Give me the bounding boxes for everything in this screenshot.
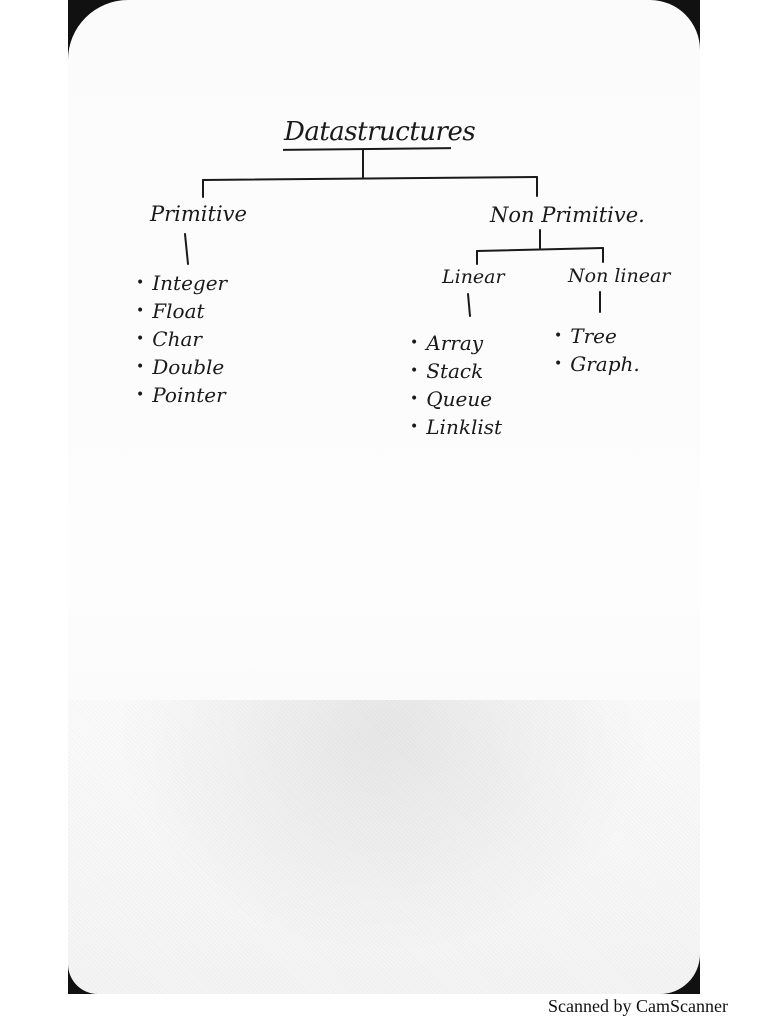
list-item-double: • Double — [136, 357, 227, 377]
paper-shadow — [68, 700, 700, 994]
list-item-tree: • Tree — [554, 326, 640, 346]
list-item-linklist: • Linklist — [410, 417, 502, 437]
non-linear-list — [554, 326, 640, 382]
list-item-integer: • Integer — [136, 273, 227, 293]
linear-label: Linear — [442, 266, 505, 288]
list-item-array: • Array — [410, 333, 502, 353]
linear-list — [410, 333, 502, 445]
non-primitive-label: Non Primitive. — [490, 203, 645, 227]
list-item-float: • Float — [136, 301, 227, 321]
primitive-list — [136, 273, 227, 413]
list-item-char: • Char — [136, 329, 227, 349]
diagram-title: Datastructures — [284, 117, 476, 147]
list-item-queue: • Queue — [410, 389, 502, 409]
scanner-watermark: Scanned by CamScanner — [548, 996, 728, 1016]
non-linear-label: Non linear — [568, 265, 671, 287]
primitive-label: Primitive — [150, 202, 247, 226]
list-item-stack: • Stack — [410, 361, 502, 381]
list-item-graph: • Graph. — [554, 354, 640, 374]
list-item-pointer: • Pointer — [136, 385, 227, 405]
